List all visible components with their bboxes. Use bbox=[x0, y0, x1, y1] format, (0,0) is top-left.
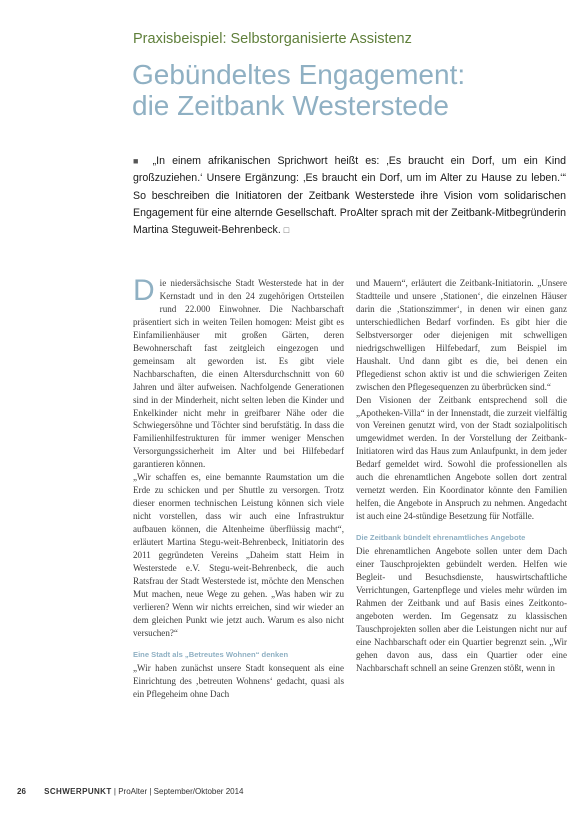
body-column-right bbox=[356, 277, 567, 675]
body-paragraph: Den Visionen der Zeitbank entsprechend soll die „Apotheken-Villa“ in der Innenstadt, die zurzeit vielfältig von Vereinen genutzt wird, von der Stadt sozialpolitisch umgewidmet werden. In der Vorstellung der Zeitbank-Initiatoren wird das Haus zum Anlaufpunkt, in dem jeder Bedarf gemeldet wird. Sowohl die professionellen als auch die ehrenamtlichen Angebote sollen dort zentral vernetzt werden. Ein Koordinator könnte den Familien helfen, die Angebote in Anspruch zu nehmen. Angedacht ist auch eine 24-stündige Besetzung für Notfälle. bbox=[356, 394, 567, 522]
section-subhead: Eine Stadt als „Betreutes Wohnen“ denken bbox=[133, 649, 289, 659]
article-headline bbox=[132, 59, 465, 121]
body-paragraph: und Mauern“, erläutert die Zeitbank-Initiatorin. „Unsere Stadtteile und unsere ‚Stationen‘, die einzelnen Häuser darin die ‚Stationszimmer‘, in denen wir einen ganz unterschiedlichen Bedarf vorfinden. Es gibt hier die Selbstversorger oder diejenigen mit schwelligen niedrigschwelligen Hilfebedarf, zum Beispiel im Haushalt. Und dann gibt es die, bei denen ein Pflegedienst schon aktiv ist und die schwierigen Zeiten zwischen den Pflegesequenzen zu überbrücken sind.“ bbox=[356, 278, 567, 392]
footer-section: SCHWERPUNKT bbox=[44, 787, 112, 796]
footer-issue: September/Oktober 2014 bbox=[153, 787, 244, 796]
body-column-left bbox=[133, 274, 344, 701]
lead-text: „In einem afrikanischen Sprichwort heißt es: ‚Es braucht ein Dorf, um ein Kind großzuziehen.‘ Unsere Ergänzung: ‚Es braucht ein Dorf, um im Alter zu Hause zu leben.‘“ So beschreiben die Initiatoren der Zeitbank Westerstede ihre Vision vom solidarischen Engagement für eine alternde Gesellschaft. ProAlter sprach mit der Zeitbank-Mitbegründerin Martina Steguweit-Behrenbeck. bbox=[133, 155, 566, 237]
footer-separator: | bbox=[113, 787, 116, 796]
headline-line-2: die Zeitbank Westerstede bbox=[132, 90, 449, 121]
page-footer bbox=[17, 787, 244, 796]
footer-magazine: ProAlter bbox=[118, 787, 148, 796]
section-subhead: Die Zeitbank bündelt ehrenamtliches Angebote bbox=[356, 533, 526, 543]
page-number: 26 bbox=[17, 787, 26, 796]
lead-square-icon: ■ bbox=[133, 156, 143, 166]
end-square-icon: □ bbox=[283, 225, 290, 236]
body-paragraph: „Wir schaffen es, eine bemannte Raumstation um die Erde zu schicken und per Shuttle zu versorgen. Trotz dieser enormen technischen Leistung können sich viele nicht vorstellen, dass wir auch eine Infrastruktur aufbauen können, die Altenheime überflüssig macht“, erläutert Martina Stegu-weit-Behrenbeck, Initiatorin des 2011 gegründeten Vereins „Daheim statt Heim in Westerstede e.V. Stegu-weit-Behrenbeck, die auch Ratsfrau der Stadt Westerstede ist, möchte den Menschen Mut machen, neue Wege zu gehen. „Was haben wir zu verlieren? Wenn wir nichts erreichen, sind wir wieder an dem gleichen Punkt wie jetzt auch. Warum es also nicht versuchen?“ bbox=[133, 472, 344, 638]
body-paragraph: „Wir haben zunächst unsere Stadt konsequent als eine Einrichtung des ‚betreuten Wohnens‘ gedacht, quasi als ein Pflegeheim ohne Dach bbox=[133, 662, 344, 699]
footer-separator: | bbox=[149, 787, 152, 796]
article-kicker: Praxisbeispiel: Selbstorganisierte Assistenz bbox=[133, 31, 412, 47]
body-paragraph: Die ehrenamtlichen Angebote sollen unter dem Dach einer Tauschprojekten gebündelt werden. Helfen wie Begleit- und Besuchsdienste, hauswirtschaftliche Verrichtungen, Gartenpflege und vieles mehr würden im Rahmen der Zeitbank und auf Basis eines Zeitkonto-angeboten werden. Im Gegensatz zu klassischen Tauschprojekten sollen aber die Leistungen nicht nur auf eine Nachbarschaft oder ein Quartier begrenzt sein. „Wir gehen davon aus, dass ein Quartier oder eine Nachbarschaft schnell an seine Grenzen stößt, wenn in bbox=[356, 546, 567, 673]
body-paragraph: ie niedersächsische Stadt Westerstede hat in der Kernstadt und in den 24 zugehörigen Ortsteilen rund 22.000 Einwohner. Die Nachbarschaft präsentiert sich in weiten Teilen homogen: Meist gibt es Einfamilienhäuser mit großen Gärten, deren Bewohnerschaft fast zeitgleich eingezogen und gemeinsam alt geworden ist. Es gibt viele Nachbarschaften, die einen Altersdurchschnitt von 60 Jahren und älter aufweisen. Nachfolgende Generationen sind in der Minderheit, nicht selten leben die Kinder und Enkelkinder nicht mehr in greifbarer Nähe oder die Schwiegersöhne und Töchter sind berufstätig. In dass die Familienhilfestrukturen für immer weniger Menschen Versorgungssicherheit im Alter und bei Hilfebedarf garantieren können. bbox=[133, 278, 344, 470]
headline-line-1: Gebündeltes Engagement: bbox=[132, 59, 466, 90]
article-lead bbox=[133, 153, 566, 239]
drop-cap: D bbox=[133, 274, 155, 307]
